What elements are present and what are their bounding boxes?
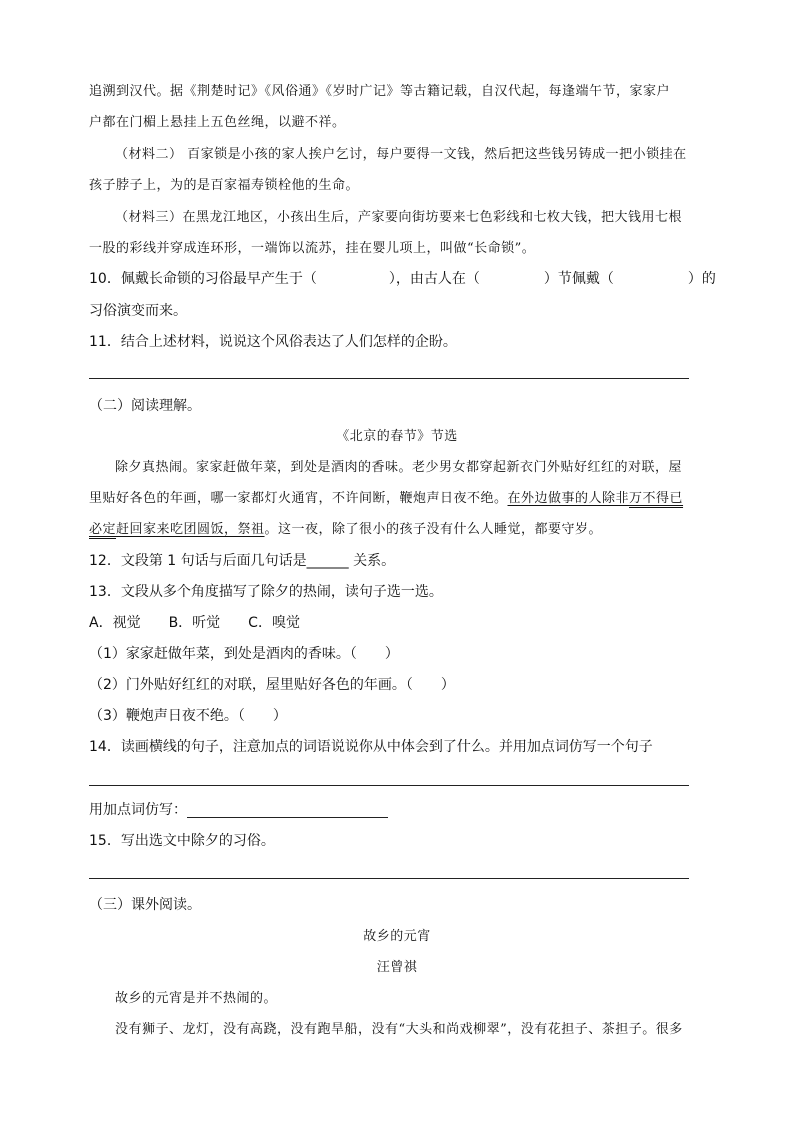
answer-line-q15[interactable] bbox=[89, 878, 689, 879]
question-10 bbox=[89, 272, 716, 286]
article-paragraph: 没有狮子、龙灯，没有高跷，没有跑旱船，没有“大头和尚戏柳翠”，没有花担子、茶担子。很多 bbox=[115, 1022, 683, 1037]
material-three-line: 一股的彩线并穿成连环形，一端饰以流苏，挂在婴儿项上，叫做“长命锁”。 bbox=[89, 241, 536, 256]
section-three-heading: （三）课外阅读。 bbox=[89, 897, 201, 913]
q10-part2: ），由古人在（ bbox=[388, 271, 480, 287]
question-15: 15．写出选文中除夕的习俗。 bbox=[89, 833, 275, 849]
question-13: 13．文段从多个角度描写了除夕的热闹，读句子选一选。 bbox=[89, 584, 443, 600]
q10-part1: 10．佩戴长命锁的习俗最早产生于（ bbox=[89, 271, 317, 287]
article-author: 汪曾祺 bbox=[376, 960, 418, 975]
material-three-line: （材料三）在黑龙江地区，小孩出生后，产家要向街坊要来七色彩线和七枚大钱，把大钱用七根 bbox=[115, 210, 683, 225]
q13-sentence-3: （3）鞭炮声日夜不绝。（ ） bbox=[89, 708, 287, 724]
q10-part4: ）的 bbox=[687, 271, 716, 287]
passage-text: 。这一夜，除了很小的孩子没有什么人睡觉，都要守岁。 bbox=[264, 522, 603, 537]
question-10-line2: 习俗演变而来。 bbox=[89, 303, 187, 319]
question-14: 14．读画横线的句子，注意加点的词语说说你从中体会到了什么。并用加点词仿写一个句子 bbox=[89, 739, 653, 755]
underlined-sentence: 赶回家来吃团圆饭，祭祖 bbox=[116, 522, 265, 537]
q13-options: A．视觉 B．听觉 C．嗅觉 bbox=[89, 615, 300, 631]
article-paragraph: 故乡的元宵是并不热闹的。 bbox=[115, 991, 278, 1006]
passage-title: 《北京的春节》节选 bbox=[336, 429, 458, 444]
section-two-heading: （二）阅读理解。 bbox=[89, 398, 201, 414]
q13-sentence-1: （1）家家赶做年菜，到处是酒肉的香味。（ ） bbox=[89, 646, 399, 662]
article-title: 故乡的元宵 bbox=[363, 929, 431, 944]
material-two-line: （材料二） 百家锁是小孩的家人挨户乞讨，每户要得一文钱，然后把这些钱另铸成一把小锁挂在 bbox=[115, 147, 687, 162]
material-two-line: 孩子脖子上，为的是百家福寿锁栓他的生命。 bbox=[89, 178, 360, 193]
material-text-line: 户都在门楣上悬挂上五色丝绳，以避不祥。 bbox=[89, 115, 346, 130]
question-12: 12．文段第 1 句话与后面几句话是______ 关系。 bbox=[89, 553, 396, 569]
answer-line-q14[interactable] bbox=[89, 785, 689, 786]
imitation-label: 用加点词仿写： bbox=[89, 802, 187, 818]
q10-part3: ）节佩戴（ bbox=[543, 271, 614, 287]
answer-line-q11[interactable] bbox=[89, 378, 689, 379]
question-11: 11．结合上述材料，说说这个风俗表达了人们怎样的企盼。 bbox=[89, 334, 457, 350]
imitation-answer-line[interactable] bbox=[187, 817, 388, 818]
dotted-word-wanbudeyi: 万不得已 bbox=[629, 491, 684, 506]
passage-text: 里贴好各色的年画，哪一家都灯火通宵，不许间断，鞭炮声日夜不绝。 bbox=[89, 491, 508, 506]
q13-sentence-2: （2）门外贴好红红的对联，屋里贴好各色的年画。（ ） bbox=[89, 677, 455, 693]
material-text-line: 追溯到汉代。据《荆楚时记》《风俗通》《岁时广记》等古籍记载，自汉代起，每逢端午节，家家户 bbox=[89, 84, 671, 99]
passage-line bbox=[89, 492, 683, 505]
dotted-word-biding: 必定 bbox=[89, 522, 117, 537]
passage-line bbox=[89, 523, 602, 536]
passage-line: 除夕真热闹。家家赶做年菜，到处是酒肉的香味。老少男女都穿起新衣门外贴好红红的对联，屋 bbox=[115, 460, 683, 475]
underlined-sentence: 在外边做事的人除非 bbox=[507, 491, 630, 506]
